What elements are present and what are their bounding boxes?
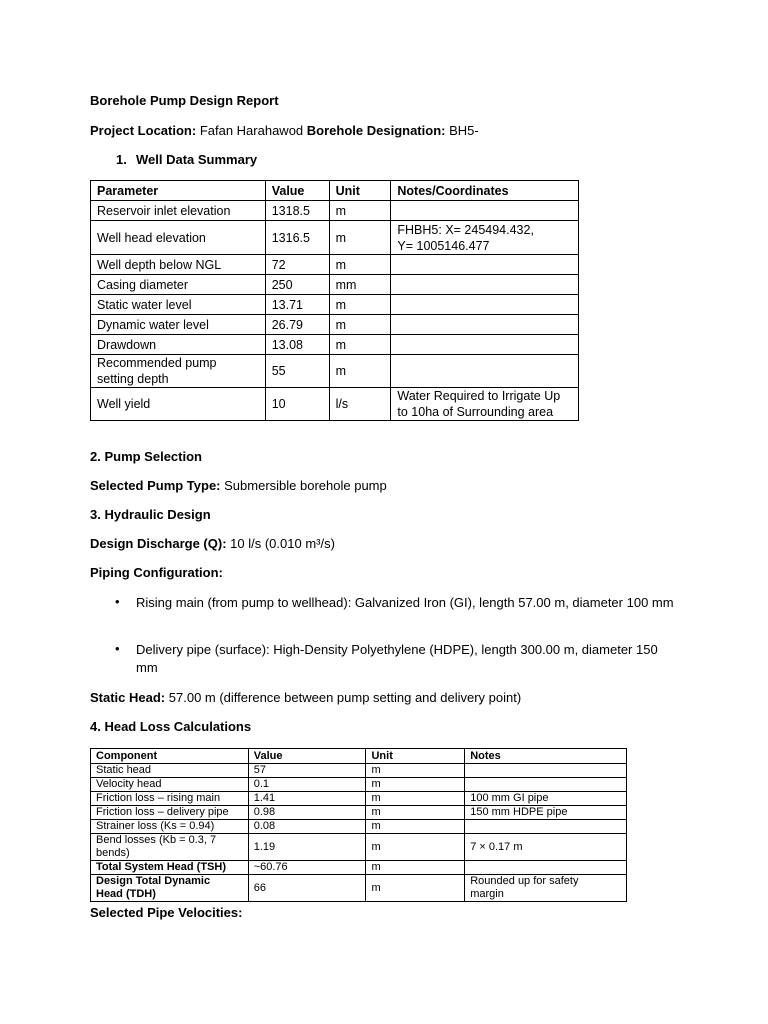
table-row xyxy=(91,315,579,335)
table-header-row xyxy=(91,181,579,201)
table-cell: 72 xyxy=(265,255,329,275)
table-cell: Static water level xyxy=(91,295,266,315)
table-row xyxy=(91,806,627,820)
section-1-heading: Well Data Summary xyxy=(136,152,258,167)
table-cell: ~60.76 xyxy=(248,861,366,875)
pump-type-line xyxy=(90,477,387,495)
column-header: Notes xyxy=(465,749,627,764)
bullet-icon: • xyxy=(115,594,120,609)
table-cell: Strainer loss (Ks = 0.94) xyxy=(91,820,249,834)
table-cell: m xyxy=(366,764,465,778)
well-data-table xyxy=(90,180,579,421)
design-discharge-line xyxy=(90,535,335,553)
table-cell xyxy=(391,275,579,295)
table-cell: 7 × 0.17 m xyxy=(465,834,627,861)
table-cell: Drawdown xyxy=(91,335,266,355)
table-cell xyxy=(465,820,627,834)
table-cell: m xyxy=(366,792,465,806)
bullet-icon: • xyxy=(115,641,120,656)
table-row xyxy=(91,861,627,875)
column-header: Component xyxy=(91,749,249,764)
table-cell: Dynamic water level xyxy=(91,315,266,335)
table-cell: 0.98 xyxy=(248,806,366,820)
table-cell xyxy=(465,778,627,792)
table-cell: Friction loss – rising main xyxy=(91,792,249,806)
table-cell xyxy=(465,764,627,778)
table-cell: 0.08 xyxy=(248,820,366,834)
table-row xyxy=(91,834,627,861)
column-header: Unit xyxy=(329,181,391,201)
table-row xyxy=(91,875,627,902)
table-cell: Reservoir inlet elevation xyxy=(91,201,266,221)
project-info-line xyxy=(90,122,479,140)
table-row xyxy=(91,355,579,388)
table-cell: 250 xyxy=(265,275,329,295)
table-cell: m xyxy=(366,778,465,792)
table-cell: 1316.5 xyxy=(265,221,329,255)
table-cell: Casing diameter xyxy=(91,275,266,295)
table-cell xyxy=(465,861,627,875)
table-cell: Well head elevation xyxy=(91,221,266,255)
table-cell xyxy=(391,255,579,275)
table-row xyxy=(91,295,579,315)
static-head-label: Static Head: xyxy=(90,690,166,705)
table-row xyxy=(91,221,579,255)
table-cell: m xyxy=(366,820,465,834)
table-row xyxy=(91,335,579,355)
table-cell: Static head xyxy=(91,764,249,778)
head-loss-table xyxy=(90,748,627,902)
static-head-value: 57.00 m (difference between pump setting and delivery point) xyxy=(168,690,522,705)
list-item-text: Rising main (from pump to wellhead): Galvanized Iron (GI), length 57.00 m, diameter 100 mm xyxy=(136,595,674,610)
table-cell xyxy=(391,315,579,335)
table-cell: 55 xyxy=(265,355,329,388)
piping-configuration-label: Piping Configuration: xyxy=(90,565,223,580)
table-cell xyxy=(391,335,579,355)
pump-type-label: Selected Pump Type: xyxy=(90,478,221,493)
pump-type-value: Submersible borehole pump xyxy=(224,478,387,493)
borehole-designation-value: BH5- xyxy=(449,123,479,138)
table-cell: 150 mm HDPE pipe xyxy=(465,806,627,820)
column-header: Unit xyxy=(366,749,465,764)
table-cell: 1318.5 xyxy=(265,201,329,221)
design-discharge-value: 10 l/s (0.010 m³/s) xyxy=(230,536,335,551)
table-row xyxy=(91,792,627,806)
table-cell: m xyxy=(366,834,465,861)
table-cell: mm xyxy=(329,275,391,295)
table-cell xyxy=(391,355,579,388)
table-cell: m xyxy=(329,315,391,335)
table-cell: 26.79 xyxy=(265,315,329,335)
table-cell: FHBH5: X= 245494.432, Y= 1005146.477 xyxy=(391,221,579,255)
column-header: Value xyxy=(265,181,329,201)
table-cell xyxy=(391,201,579,221)
table-cell: 13.08 xyxy=(265,335,329,355)
table-cell xyxy=(391,295,579,315)
column-header: Notes/Coordinates xyxy=(391,181,579,201)
table-cell: Water Required to Irrigate Up to 10ha of Surrounding area xyxy=(391,388,579,421)
table-cell: Velocity head xyxy=(91,778,249,792)
table-cell: 13.71 xyxy=(265,295,329,315)
section-1-number: 1. xyxy=(116,152,127,167)
table-cell: Bend losses (Kb = 0.3, 7 bends) xyxy=(91,834,249,861)
table-cell: l/s xyxy=(329,388,391,421)
list-item-text: Delivery pipe (surface): High-Density Polyethylene (HDPE), length 300.00 m, diameter 150 mm xyxy=(136,642,658,675)
section-4-heading: 4. Head Loss Calculations xyxy=(90,719,252,734)
static-head-line xyxy=(90,689,521,707)
column-header: Parameter xyxy=(91,181,266,201)
design-discharge-label: Design Discharge (Q): xyxy=(90,536,227,551)
table-row xyxy=(91,764,627,778)
table-cell: 57 xyxy=(248,764,366,778)
table-cell: m xyxy=(329,355,391,388)
table-row xyxy=(91,820,627,834)
table-cell: Well yield xyxy=(91,388,266,421)
project-location-label: Project Location: xyxy=(90,123,197,138)
table-cell: 100 mm GI pipe xyxy=(465,792,627,806)
table-cell: m xyxy=(366,875,465,902)
table-row xyxy=(91,778,627,792)
section-3-heading: 3. Hydraulic Design xyxy=(90,507,211,522)
selected-pipe-velocities-label: Selected Pipe Velocities: xyxy=(90,905,243,920)
table-cell: 0.1 xyxy=(248,778,366,792)
table-cell: Total System Head (TSH) xyxy=(91,861,249,875)
table-row xyxy=(91,388,579,421)
table-cell: m xyxy=(329,295,391,315)
table-header-row xyxy=(91,749,627,764)
table-row xyxy=(91,201,579,221)
table-cell: 1.19 xyxy=(248,834,366,861)
section-2-heading: 2. Pump Selection xyxy=(90,449,202,464)
table-row xyxy=(91,275,579,295)
table-cell: m xyxy=(329,201,391,221)
table-cell: Friction loss – delivery pipe xyxy=(91,806,249,820)
table-cell: Well depth below NGL xyxy=(91,255,266,275)
borehole-designation-label: Borehole Designation: xyxy=(306,123,446,138)
table-cell: m xyxy=(329,221,391,255)
column-header: Value xyxy=(248,749,366,764)
table-cell: m xyxy=(329,335,391,355)
document-title: Borehole Pump Design Report xyxy=(90,93,279,108)
table-cell: 1.41 xyxy=(248,792,366,806)
table-cell: Design Total Dynamic Head (TDH) xyxy=(91,875,249,902)
table-cell: 66 xyxy=(248,875,366,902)
table-cell: Recommended pump setting depth xyxy=(91,355,266,388)
table-cell: Rounded up for safety margin xyxy=(465,875,627,902)
table-cell: m xyxy=(366,861,465,875)
table-row xyxy=(91,255,579,275)
table-cell: m xyxy=(366,806,465,820)
table-cell: 10 xyxy=(265,388,329,421)
table-cell: m xyxy=(329,255,391,275)
project-location-value: Fafan Harahawod xyxy=(199,123,304,138)
